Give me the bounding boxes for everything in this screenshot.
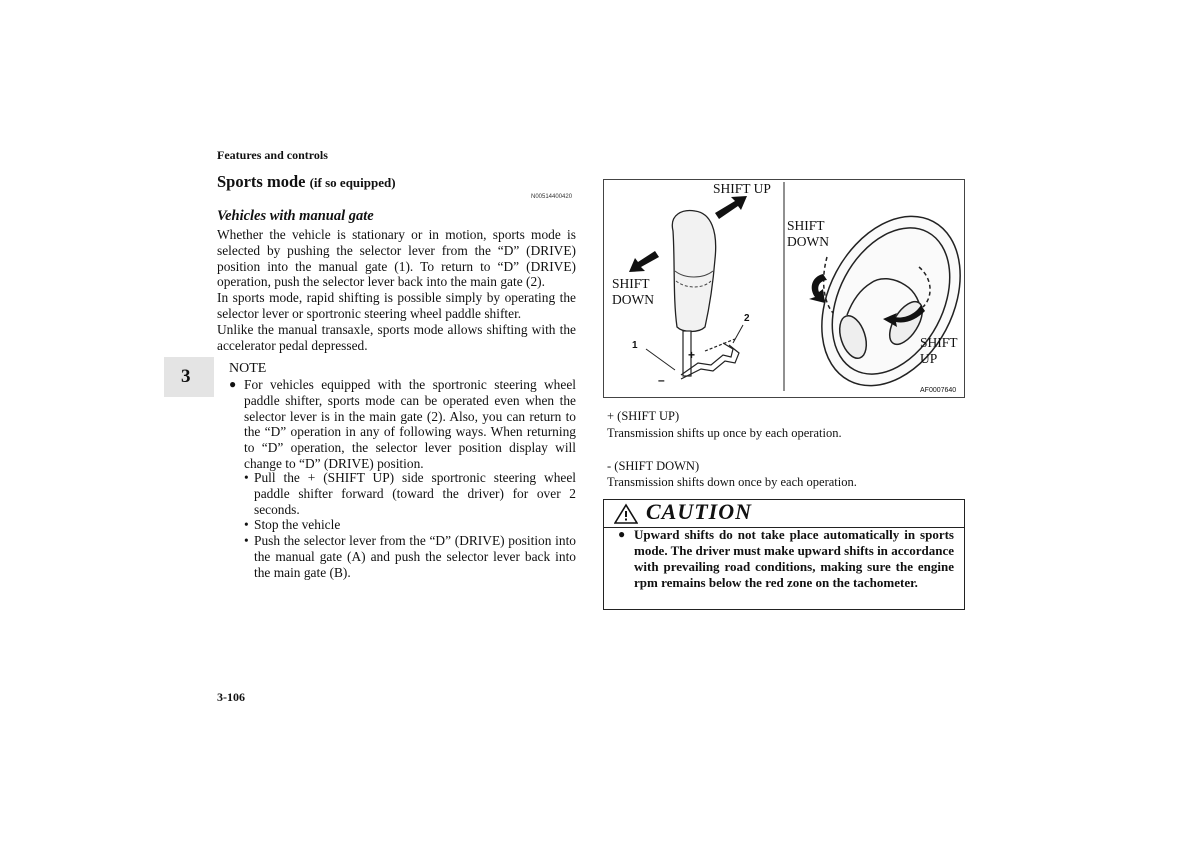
warning-triangle-icon xyxy=(614,503,638,525)
caution-text: Upward shifts do not take place automatically in sports mode. The driver must make upward shifts in accordance with prevailing road conditions, making sure the engine rpm remains below the red zone on the tachometer. xyxy=(634,527,954,590)
caption-shift-down-title: - (SHIFT DOWN) xyxy=(607,459,700,473)
list-marker: • xyxy=(244,470,249,485)
note-text xyxy=(244,377,576,472)
minus-mark: – xyxy=(658,373,665,387)
document-id: N00514400420 xyxy=(531,194,573,200)
plus-mark: + xyxy=(688,348,696,362)
label-shift-up-top: SHIFT UP xyxy=(713,181,771,196)
chapter-number: 3 xyxy=(181,366,191,387)
note-label: NOTE xyxy=(229,361,267,376)
caution-bullet: ● xyxy=(618,527,626,541)
illustration-frame xyxy=(603,179,965,398)
label-line: DOWN xyxy=(612,291,654,307)
label-shift-down-left xyxy=(612,276,654,307)
note-subitems xyxy=(244,470,576,581)
leader-line-2 xyxy=(733,325,743,343)
note-bullet: ● xyxy=(229,377,237,391)
label-line: SHIFT xyxy=(612,276,650,291)
caution-title: CAUTION xyxy=(646,499,753,524)
label-line: UP xyxy=(920,350,938,366)
list-item-text: Push the selector lever from the “D” (DRIVE) position into the manual gate (A) and push the selector lever back into the main gate (B). xyxy=(254,533,576,580)
section-header: Features and controls xyxy=(217,148,328,162)
list-marker: • xyxy=(244,533,249,549)
label-line: SHIFT xyxy=(920,335,958,350)
callout-1: 1 xyxy=(632,340,638,351)
shift-up-arrow-icon xyxy=(715,196,747,219)
title-suffix: (if so equipped) xyxy=(309,175,396,190)
list-marker: • xyxy=(244,517,249,533)
label-shift-up-right xyxy=(920,335,958,366)
caption-shift-up-desc: Transmission shifts up once by each operation. xyxy=(607,426,842,440)
caption-shift-down-desc: Transmission shifts down once by each operation. xyxy=(607,475,857,489)
page-number: 3-106 xyxy=(217,690,245,704)
list-item xyxy=(244,533,576,580)
list-item xyxy=(244,517,576,533)
label-line: DOWN xyxy=(787,233,829,249)
subheading: Vehicles with manual gate xyxy=(217,208,374,224)
illustration xyxy=(603,179,965,398)
list-item-text: Pull the + (SHIFT UP) side sportronic steering wheel paddle shifter forward (toward the driver) for over 2 seconds. xyxy=(254,470,576,517)
list-item-text: Stop the vehicle xyxy=(254,517,341,533)
paragraph: In sports mode, rapid shifting is possible simply by operating the selector lever or sportronic steering wheel paddle shifter. xyxy=(217,290,576,321)
label-line: SHIFT xyxy=(787,218,825,233)
paragraph: Unlike the manual transaxle, sports mode allows shifting with the accelerator pedal depressed. xyxy=(217,321,576,353)
note-paragraph: For vehicles equipped with the sportronic steering wheel paddle shifter, sports mode can be operated even when the selector lever is in the main gate (2). Also, you can return to the “D” operation in any of following ways. When returning to “D” operation, the selector lever position display will change to “D” (DRIVE) position. xyxy=(244,377,576,471)
caption-shift-up-title: + (SHIFT UP) xyxy=(607,409,680,423)
leader-line-1 xyxy=(646,349,675,370)
page-title xyxy=(217,172,396,192)
callout-2: 2 xyxy=(744,313,750,324)
paragraph: Whether the vehicle is stationary or in motion, sports mode is selected by pushing the selector lever from the “D” (DRIVE) position into the manual gate (1). To return to “D” (DRIVE) operation, push the selector lever back into the main gate (2). xyxy=(217,227,576,290)
label-shift-down-right xyxy=(787,218,829,249)
figure-code: AF0007640 xyxy=(920,387,957,394)
title-main: Sports mode xyxy=(217,172,306,191)
list-item xyxy=(244,470,576,517)
shift-down-arrow-icon xyxy=(629,251,659,272)
body-text xyxy=(217,227,576,353)
